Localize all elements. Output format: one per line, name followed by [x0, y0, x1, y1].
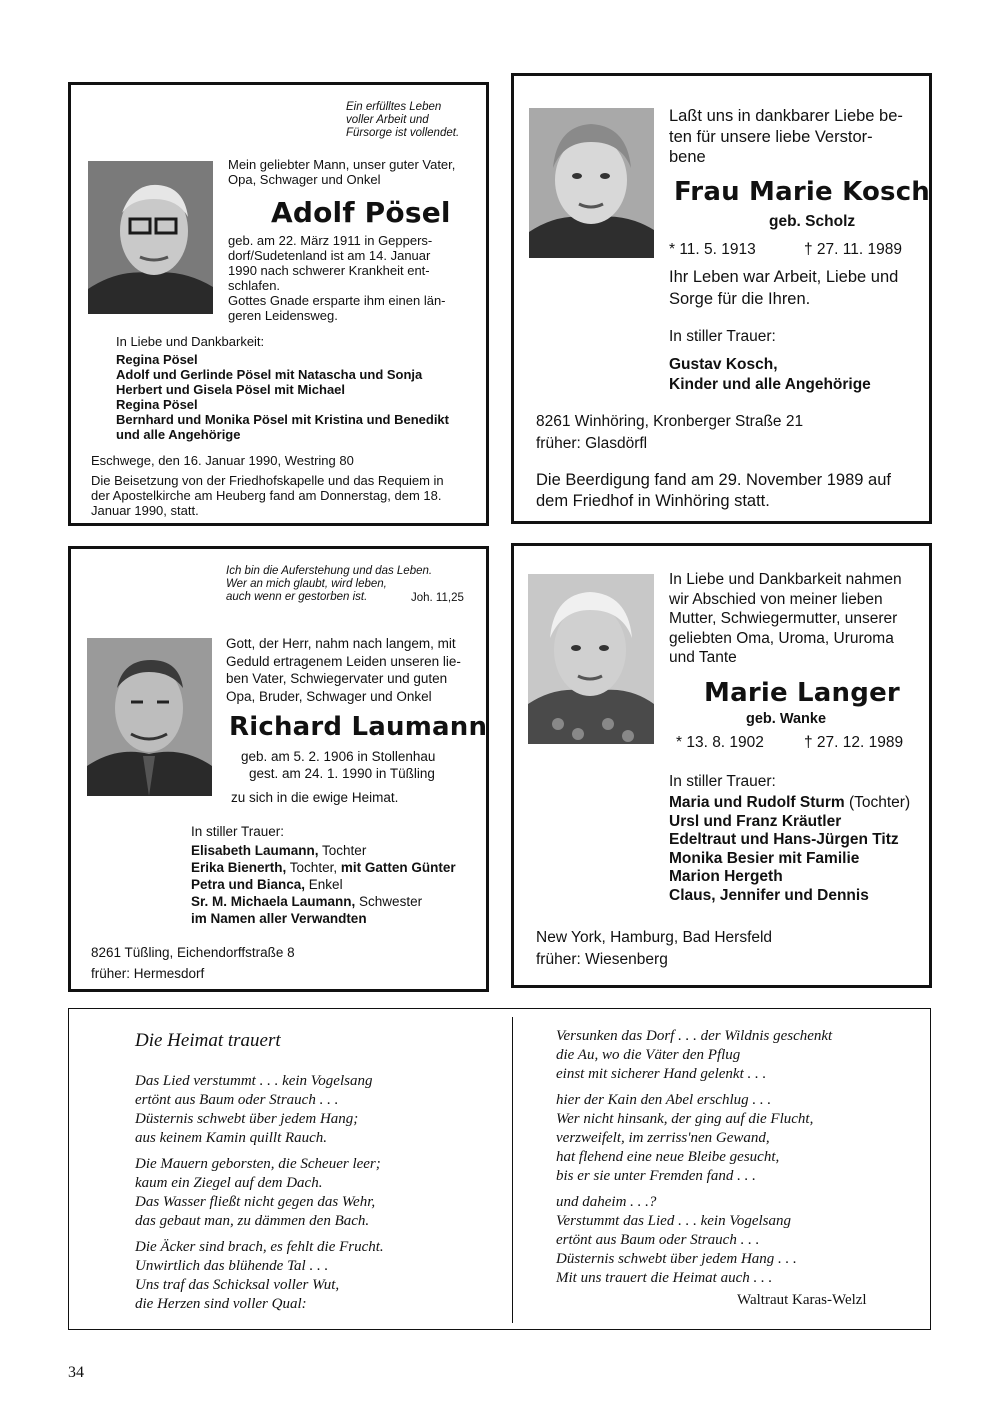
- verse: aus keinem Kamin quillt Rauch.: [135, 1130, 328, 1146]
- verse: Versunken das Dorf . . . der Wildnis geschenkt: [556, 1028, 833, 1044]
- death-date: † 27. 11. 1989: [804, 241, 902, 258]
- mourners-list: [116, 352, 449, 442]
- stanza: [556, 1027, 832, 1084]
- verse: verzweifelt, im zerriss'nen Gewand,: [556, 1130, 770, 1146]
- address: [91, 942, 295, 984]
- poem-box: [68, 1008, 931, 1330]
- verse: Düsternis schwebt über jedem Hang;: [135, 1111, 359, 1127]
- mourner-relation: Schwester: [355, 894, 423, 909]
- intro: [228, 157, 455, 187]
- obituary-marie-langer: [511, 543, 932, 988]
- deceased-name: Adolf Pösel: [271, 196, 451, 229]
- verse: die Au, wo die Väter den Pflug: [556, 1047, 741, 1063]
- mourner-name: Claus, Jennifer und Dennis: [669, 886, 869, 904]
- motto: [226, 565, 432, 604]
- mourner-relation: Tochter,: [286, 860, 341, 875]
- verse: Die Äcker sind brach, es fehlt die Frucht.: [135, 1239, 384, 1255]
- intro-line: Geduld ertragenem Leiden unseren lie-: [226, 653, 461, 669]
- mourner-extra: mit Gatten Günter: [340, 860, 456, 875]
- birth-info: geb. am 5. 2. 1906 in Stollenhau: [241, 749, 436, 764]
- poem-right-column: [556, 1027, 832, 1295]
- mourner: Adolf und Gerlinde Pösel mit Natascha und Sonja: [116, 367, 423, 382]
- funeral-line: Die Beisetzung von der Friedhofskapelle und das Requiem in: [91, 473, 444, 488]
- funeral-info: [536, 470, 891, 512]
- motto-line: Ein erfülltes Leben: [346, 101, 442, 113]
- intro: [226, 635, 461, 705]
- mourner-relation: Tochter: [318, 843, 367, 858]
- obituary-marie-kosch: [511, 73, 932, 524]
- mourners-list: [669, 355, 871, 395]
- bio-line: 1990 nach schwerer Krankheit ent-: [228, 263, 430, 278]
- verse: das gebaut man, zu dämmen den Bach.: [135, 1213, 370, 1229]
- intro-line: In Liebe und Dankbarkeit nahmen: [669, 571, 902, 588]
- bio-line: Gottes Gnade ersparte ihm einen län-: [228, 293, 446, 308]
- poem-title: Die Heimat trauert: [135, 1030, 281, 1051]
- biography: [228, 233, 446, 323]
- death-info: gest. am 24. 1. 1990 in Tüßling: [249, 766, 435, 781]
- birth-date: * 13. 8. 1902: [676, 734, 764, 751]
- mourner: [669, 794, 910, 813]
- bio-line: geren Leidensweg.: [228, 308, 338, 323]
- mourner: [191, 893, 456, 910]
- life-line: Ihr Leben war Arbeit, Liebe und: [669, 268, 899, 286]
- funeral-info: [91, 473, 444, 518]
- intro-line: bene: [669, 148, 706, 166]
- portrait-photo: [529, 108, 654, 258]
- verse: Die Mauern geborsten, die Scheuer leer;: [135, 1156, 381, 1172]
- stanza: [135, 1072, 384, 1148]
- motto-line: Ich bin die Auferstehung und das Leben.: [226, 565, 433, 577]
- bio-line: schlafen.: [228, 278, 281, 293]
- mourner: Herbert und Gisela Pösel mit Michael: [116, 382, 346, 397]
- maiden-name: geb. Wanke: [746, 711, 827, 727]
- stanza: [135, 1155, 384, 1231]
- address-line: früher: Wiesenberg: [536, 951, 668, 968]
- mourner: [669, 850, 910, 869]
- intro-line: und Tante: [669, 649, 737, 666]
- mourner: [669, 887, 910, 906]
- verse: Das Wasser fließt nicht gegen das Wehr,: [135, 1194, 376, 1210]
- funeral-line: Die Beerdigung fand am 29. November 1989 auf: [536, 471, 891, 489]
- mourner-relation: (Tochter): [844, 794, 911, 811]
- mourner: Regina Pösel: [116, 397, 198, 412]
- mourner-name: Petra und Bianca,: [191, 877, 306, 892]
- thanks-heading: In Liebe und Dankbarkeit:: [116, 334, 265, 349]
- funeral-line: der Apostelkirche am Heuberg fand am Donnerstag, dem 18.: [91, 488, 442, 503]
- mourner: [669, 831, 910, 850]
- mourner-name: Monika Besier mit Familie: [669, 849, 860, 867]
- verse: Verstummt das Lied . . . kein Vogelsang: [556, 1213, 791, 1229]
- verse: bis er sie unter Fremden fand . . .: [556, 1168, 756, 1184]
- intro-line: ten für unsere liebe Verstor-: [669, 127, 873, 146]
- verse: und daheim . . .?: [556, 1194, 657, 1210]
- address-line: 8261 Tüßling, Eichendorffstraße 8: [91, 945, 295, 960]
- funeral-line: dem Friedhof in Winhöring statt.: [536, 492, 770, 510]
- verse: Das Lied verstummt . . . kein Vogelsang: [135, 1073, 373, 1089]
- deceased-name: Marie Langer: [704, 678, 900, 708]
- mourner: [191, 910, 456, 927]
- address-line: früher: Glasdörfl: [536, 435, 648, 452]
- verse: Unwirtlich das blühende Tal . . .: [135, 1258, 329, 1274]
- motto-line: auch wenn er gestorben ist.: [226, 591, 368, 603]
- mourner-name: Elisabeth Laumann,: [191, 843, 319, 858]
- mourner-name: Maria und Rudolf Sturm: [669, 794, 845, 811]
- motto-line: Fürsorge ist vollendet.: [346, 127, 460, 139]
- verse: Uns traf das Schicksal voller Wut,: [135, 1277, 340, 1293]
- intro-line: Mein geliebter Mann, unser guter Vater,: [228, 157, 456, 172]
- mourning-heading: In stiller Trauer:: [669, 328, 776, 345]
- verse: die Herzen sind voller Qual:: [135, 1296, 307, 1312]
- intro-line: Opa, Bruder, Schwager und Onkel: [226, 688, 432, 704]
- address-line: 8261 Winhöring, Kronberger Straße 21: [536, 413, 804, 430]
- mourner-name: Erika Bienerth,: [191, 860, 287, 875]
- address: [536, 927, 772, 971]
- column-divider: [512, 1017, 513, 1323]
- mourner: und alle Angehörige: [116, 427, 241, 442]
- motto-reference: Joh. 11,25: [411, 592, 464, 604]
- heimat-line: zu sich in die ewige Heimat.: [231, 790, 399, 805]
- verse: Mit uns trauert die Heimat auch . . .: [556, 1270, 773, 1286]
- funeral-line: Januar 1990, statt.: [91, 503, 199, 518]
- motto-line: Wer an mich glaubt, wird leben,: [226, 578, 387, 590]
- intro-line: ben Vater, Schwiegervater und guten: [226, 671, 448, 686]
- mourner: [191, 876, 456, 893]
- maiden-name: geb. Scholz: [769, 213, 856, 230]
- life-text: [669, 267, 898, 310]
- place-date: Eschwege, den 16. Januar 1990, Westring 80: [91, 453, 354, 468]
- address-line: New York, Hamburg, Bad Hersfeld: [536, 929, 773, 946]
- mourner: Gustav Kosch,: [669, 356, 778, 373]
- mourner: [669, 868, 910, 887]
- mourner: [669, 813, 910, 832]
- bio-line: geb. am 22. März 1911 in Geppers-: [228, 233, 433, 248]
- death-date: † 27. 12. 1989: [804, 734, 904, 751]
- intro-line: Mutter, Schwiegermutter, unserer: [669, 610, 898, 627]
- birth-date: * 11. 5. 1913: [669, 241, 756, 258]
- mourner: Bernhard und Monika Pösel mit Kristina und Benedikt: [116, 412, 449, 427]
- intro-line: wir Abschied von meiner lieben: [669, 590, 883, 608]
- page-number: 34: [68, 1364, 84, 1381]
- poem-left-column: [135, 1072, 384, 1321]
- intro-line: Opa, Schwager und Onkel: [228, 172, 381, 187]
- intro-line: geliebten Oma, Uroma, Ururoma: [669, 629, 894, 647]
- obituary-adolf-poesel: [68, 82, 489, 526]
- intro-line: Gott, der Herr, nahm nach langem, mit: [226, 636, 456, 651]
- verse: kaum ein Ziegel auf dem Dach.: [135, 1175, 323, 1191]
- stanza: [556, 1091, 832, 1186]
- mourner: Regina Pösel: [116, 352, 198, 367]
- mourning-heading: In stiller Trauer:: [669, 773, 776, 790]
- mourners-list: [669, 794, 910, 905]
- verse: ertönt aus Baum oder Strauch . . .: [556, 1232, 760, 1248]
- motto-line: voller Arbeit und: [346, 114, 429, 126]
- stanza: [556, 1193, 832, 1288]
- verse: hat flehend eine neue Bleibe gesucht,: [556, 1149, 780, 1165]
- mourner-name: Marion Hergeth: [669, 868, 783, 885]
- verse: einst mit sicherer Hand gelenkt . . .: [556, 1066, 767, 1082]
- verse: Wer nicht hinsank, der ging auf die Flucht,: [556, 1111, 814, 1127]
- address-line: früher: Hermesdorf: [91, 966, 205, 981]
- intro: [669, 570, 902, 668]
- mourner-name: Ursl und Franz Kräutler: [669, 812, 842, 830]
- poem-author: Waltraut Karas-Welzl: [737, 1292, 867, 1308]
- address: [536, 411, 803, 455]
- portrait-photo: [87, 638, 212, 796]
- mourner-name: Edeltraut und Hans-Jürgen Titz: [669, 831, 899, 848]
- mourners-list: [191, 842, 456, 927]
- deceased-name: Frau Marie Kosch: [674, 177, 931, 207]
- deceased-name: Richard Laumann: [229, 712, 488, 742]
- portrait-photo: [88, 161, 213, 314]
- stanza: [135, 1238, 384, 1314]
- mourner-name: im Namen aller Verwandten: [191, 911, 367, 926]
- mourner-relation: Enkel: [305, 877, 343, 892]
- life-line: Sorge für die Ihren.: [669, 289, 811, 308]
- mourning-heading: In stiller Trauer:: [191, 824, 285, 839]
- verse: ertönt aus Baum oder Strauch . . .: [135, 1092, 339, 1108]
- obituary-richard-laumann: [68, 546, 489, 992]
- portrait-photo: [528, 574, 654, 744]
- intro-line: Laßt uns in dankbarer Liebe be-: [669, 107, 903, 125]
- mourner: Kinder und alle Angehörige: [669, 376, 871, 393]
- mourner: [191, 859, 456, 876]
- mourner: [191, 842, 456, 859]
- intro: [669, 106, 903, 168]
- bio-line: dorf/Sudetenland ist am 14. Januar: [228, 248, 431, 263]
- mourner-name: Sr. M. Michaela Laumann,: [191, 894, 356, 909]
- verse: Düsternis schwebt über jedem Hang . . .: [556, 1251, 797, 1267]
- verse: hier der Kain den Abel erschlug . . .: [556, 1092, 772, 1108]
- motto: [346, 101, 459, 140]
